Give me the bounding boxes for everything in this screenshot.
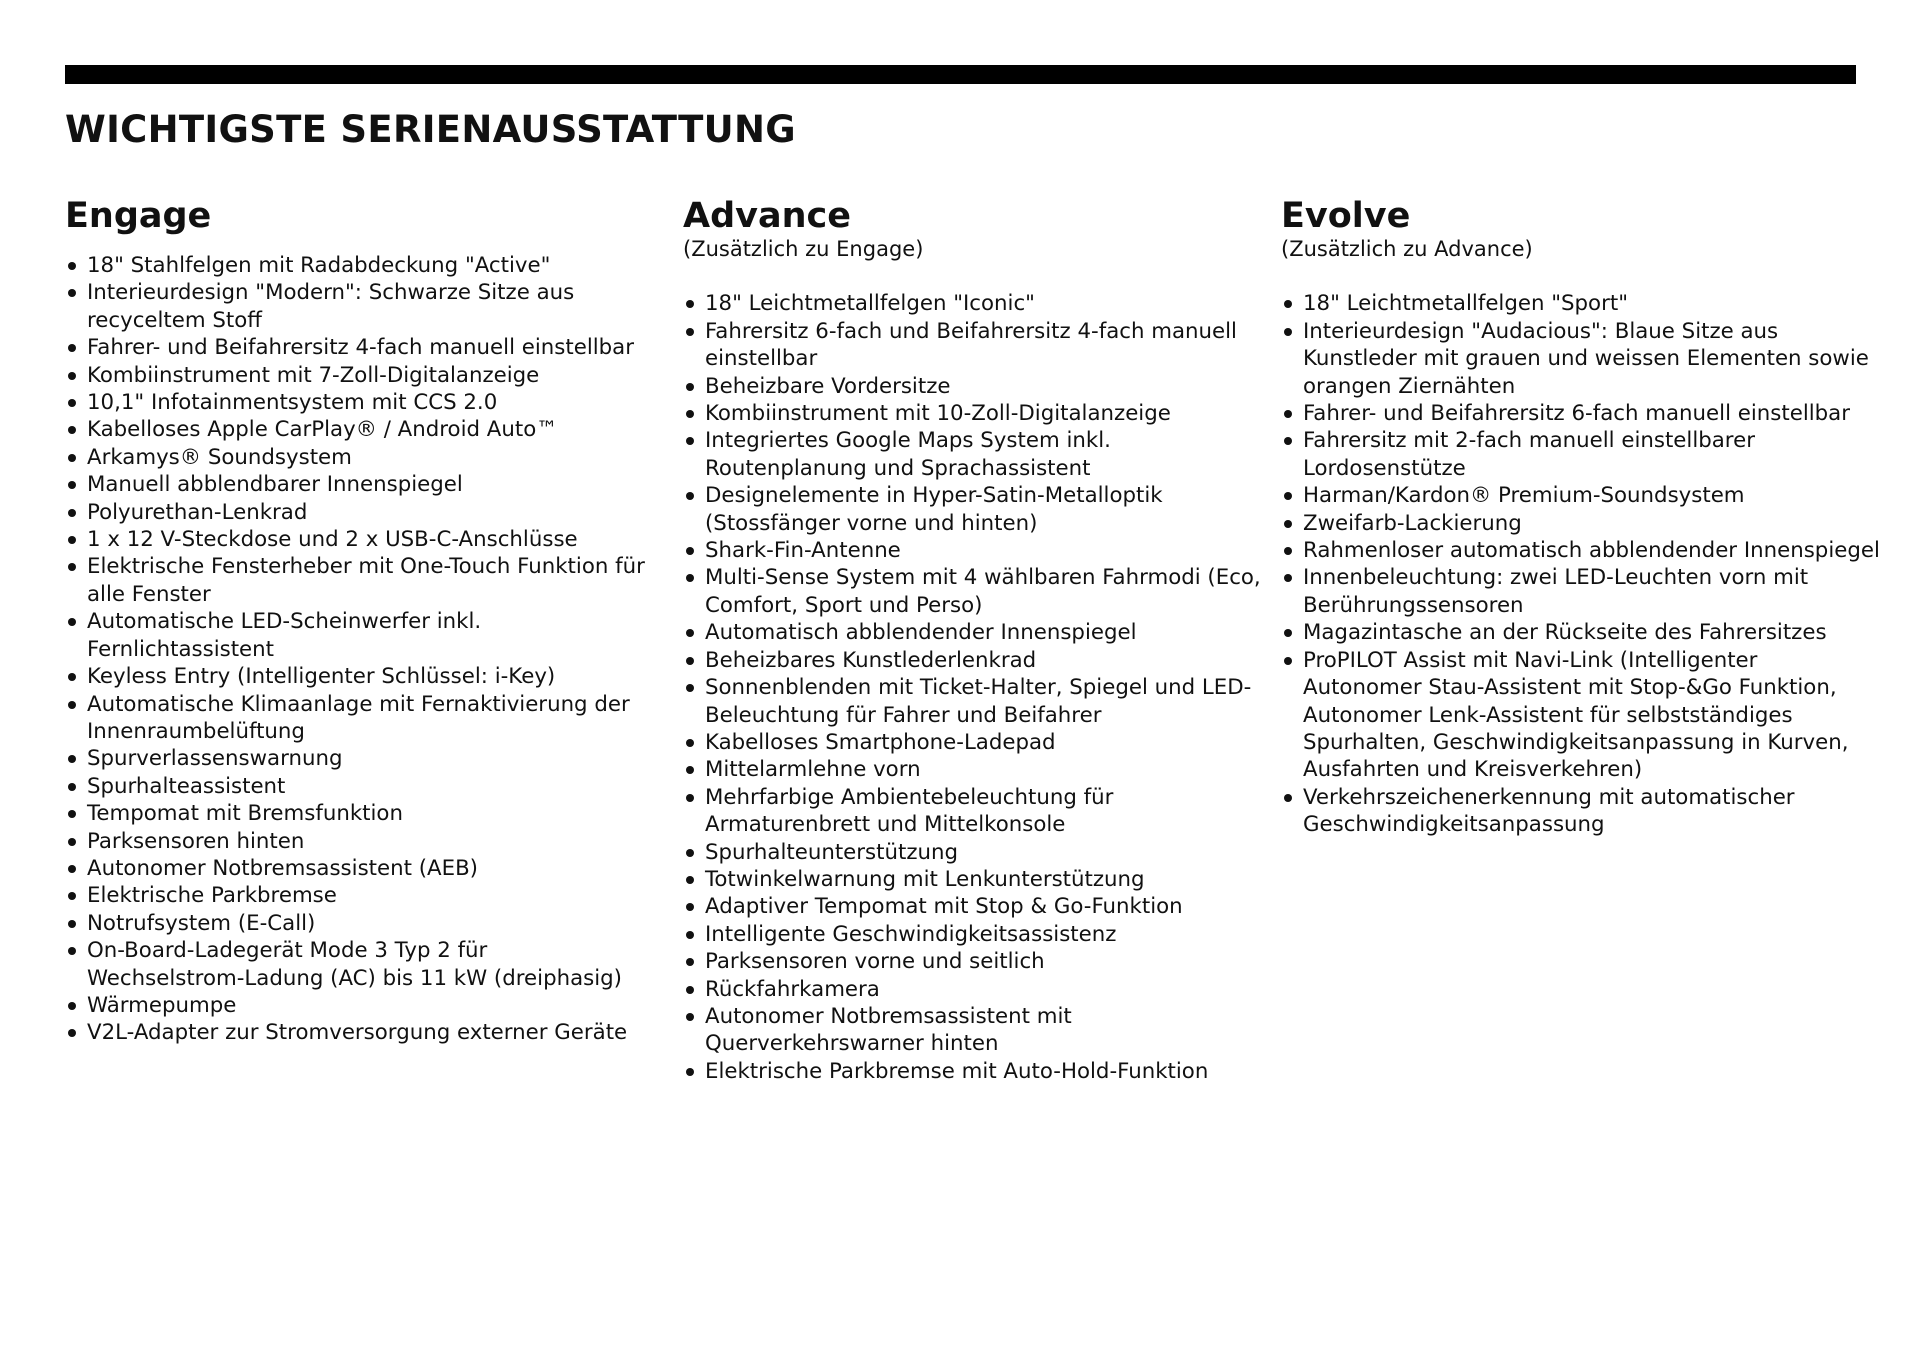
list-item: Spurverlassenswarnung <box>65 745 645 772</box>
list-item: Totwinkelwarnung mit Lenkunterstützung <box>683 866 1263 893</box>
list-item: Kombiinstrument mit 10-Zoll-Digitalanzeige <box>683 400 1263 427</box>
list-item: Automatische Klimaanlage mit Fernaktivierung der Innenraumbelüftung <box>65 691 645 746</box>
list-item: Rückfahrkamera <box>683 976 1263 1003</box>
list-item: On-Board-Ladegerät Mode 3 Typ 2 für Wechselstrom-Ladung (AC) bis 11 kW (dreiphasig) <box>65 937 645 992</box>
list-item: Keyless Entry (Intelligenter Schlüssel: i-Key) <box>65 663 645 690</box>
top-divider-bar <box>65 65 1856 84</box>
list-item: Adaptiver Tempomat mit Stop & Go-Funktion <box>683 893 1263 920</box>
list-item: Elektrische Parkbremse mit Auto-Hold-Funktion <box>683 1058 1263 1085</box>
list-item: Integriertes Google Maps System inkl. Routenplanung und Sprachassistent <box>683 427 1263 482</box>
list-item: Harman/Kardon® Premium-Soundsystem <box>1281 482 1881 509</box>
list-item: Elektrische Parkbremse <box>65 882 645 909</box>
list-item: 10,1" Infotainmentsystem mit CCS 2.0 <box>65 389 645 416</box>
list-item: Sonnenblenden mit Ticket-Halter, Spiegel und LED-Beleuchtung für Fahrer und Beifahrer <box>683 674 1263 729</box>
column-evolve <box>1281 192 1881 839</box>
list-item: Elektrische Fensterheber mit One-Touch Funktion für alle Fenster <box>65 553 645 608</box>
list-item: Automatisch abblendender Innenspiegel <box>683 619 1263 646</box>
list-item: 18" Stahlfelgen mit Radabdeckung "Active" <box>65 252 645 279</box>
list-item: Interieurdesign "Audacious": Blaue Sitze aus Kunstleder mit grauen und weissen Elementen sowie orangen Ziernähten <box>1281 318 1881 400</box>
feature-list <box>683 290 1263 1085</box>
list-item: Beheizbare Vordersitze <box>683 373 1263 400</box>
list-item: Fahrer- und Beifahrersitz 4-fach manuell einstellbar <box>65 334 645 361</box>
list-item: 18" Leichtmetallfelgen "Sport" <box>1281 290 1881 317</box>
column-engage <box>65 192 645 1047</box>
column-subtitle: (Zusätzlich zu Advance) <box>1281 237 1533 261</box>
list-item: Notrufsystem (E-Call) <box>65 910 645 937</box>
list-item: Innenbeleuchtung: zwei LED-Leuchten vorn mit Berührungssensoren <box>1281 564 1881 619</box>
column-heading: Engage <box>65 196 212 236</box>
list-item: 1 x 12 V-Steckdose und 2 x USB-C-Anschlüsse <box>65 526 645 553</box>
list-item: Rahmenloser automatisch abblendender Innenspiegel <box>1281 537 1881 564</box>
list-item: ProPILOT Assist mit Navi-Link (Intelligenter Autonomer Stau-Assistent mit Stop-&Go Funktion, Autonomer Lenk-Assistent für selbstständiges Spurhalten, Geschwindigkeitsanpassung in Kurven, Ausfahrten und Kreisverkehren) <box>1281 647 1881 784</box>
feature-list <box>1281 290 1881 838</box>
list-item: Arkamys® Soundsystem <box>65 444 645 471</box>
list-item: Spurhalteassistent <box>65 773 645 800</box>
column-heading: Advance <box>683 196 851 236</box>
list-item: Verkehrszeichenerkennung mit automatischer Geschwindigkeitsanpassung <box>1281 784 1881 839</box>
list-item: Autonomer Notbremsassistent mit Querverkehrswarner hinten <box>683 1003 1263 1058</box>
list-item: Fahrersitz 6-fach und Beifahrersitz 4-fach manuell einstellbar <box>683 318 1263 373</box>
column-heading: Evolve <box>1281 196 1411 236</box>
list-item: Interieurdesign "Modern": Schwarze Sitze aus recyceltem Stoff <box>65 279 645 334</box>
list-item: Automatische LED-Scheinwerfer inkl. Fernlichtassistent <box>65 608 645 663</box>
list-item: Mittelarmlehne vorn <box>683 756 1263 783</box>
list-item: Manuell abblendbarer Innenspiegel <box>65 471 645 498</box>
list-item: Autonomer Notbremsassistent (AEB) <box>65 855 645 882</box>
column-advance <box>683 192 1263 1085</box>
list-item: Beheizbares Kunstlederlenkrad <box>683 647 1263 674</box>
list-item: Fahrer- und Beifahrersitz 6-fach manuell einstellbar <box>1281 400 1881 427</box>
list-item: Kombiinstrument mit 7-Zoll-Digitalanzeige <box>65 362 645 389</box>
list-item: Kabelloses Smartphone-Ladepad <box>683 729 1263 756</box>
list-item: Shark-Fin-Antenne <box>683 537 1263 564</box>
list-item: Designelemente in Hyper-Satin-Metalloptik (Stossfänger vorne und hinten) <box>683 482 1263 537</box>
list-item: Parksensoren vorne und seitlich <box>683 948 1263 975</box>
feature-list <box>65 252 645 1047</box>
list-item: Fahrersitz mit 2-fach manuell einstellbarer Lordosenstütze <box>1281 427 1881 482</box>
list-item: Multi-Sense System mit 4 wählbaren Fahrmodi (Eco, Comfort, Sport und Perso) <box>683 564 1263 619</box>
list-item: Magazintasche an der Rückseite des Fahrersitzes <box>1281 619 1881 646</box>
list-item: Intelligente Geschwindigkeitsassistenz <box>683 921 1263 948</box>
list-item: Spurhalteunterstützung <box>683 839 1263 866</box>
list-item: Kabelloses Apple CarPlay® / Android Auto™ <box>65 416 645 443</box>
list-item: 18" Leichtmetallfelgen "Iconic" <box>683 290 1263 317</box>
list-item: Polyurethan-Lenkrad <box>65 499 645 526</box>
list-item: Mehrfarbige Ambientebeleuchtung für Armaturenbrett und Mittelkonsole <box>683 784 1263 839</box>
list-item: Wärmepumpe <box>65 992 645 1019</box>
list-item: V2L-Adapter zur Stromversorgung externer Geräte <box>65 1019 645 1046</box>
column-subtitle: (Zusätzlich zu Engage) <box>683 237 924 261</box>
page-title: WICHTIGSTE SERIENAUSSTATTUNG <box>65 108 796 151</box>
list-item: Tempomat mit Bremsfunktion <box>65 800 645 827</box>
list-item: Zweifarb-Lackierung <box>1281 510 1881 537</box>
list-item: Parksensoren hinten <box>65 828 645 855</box>
